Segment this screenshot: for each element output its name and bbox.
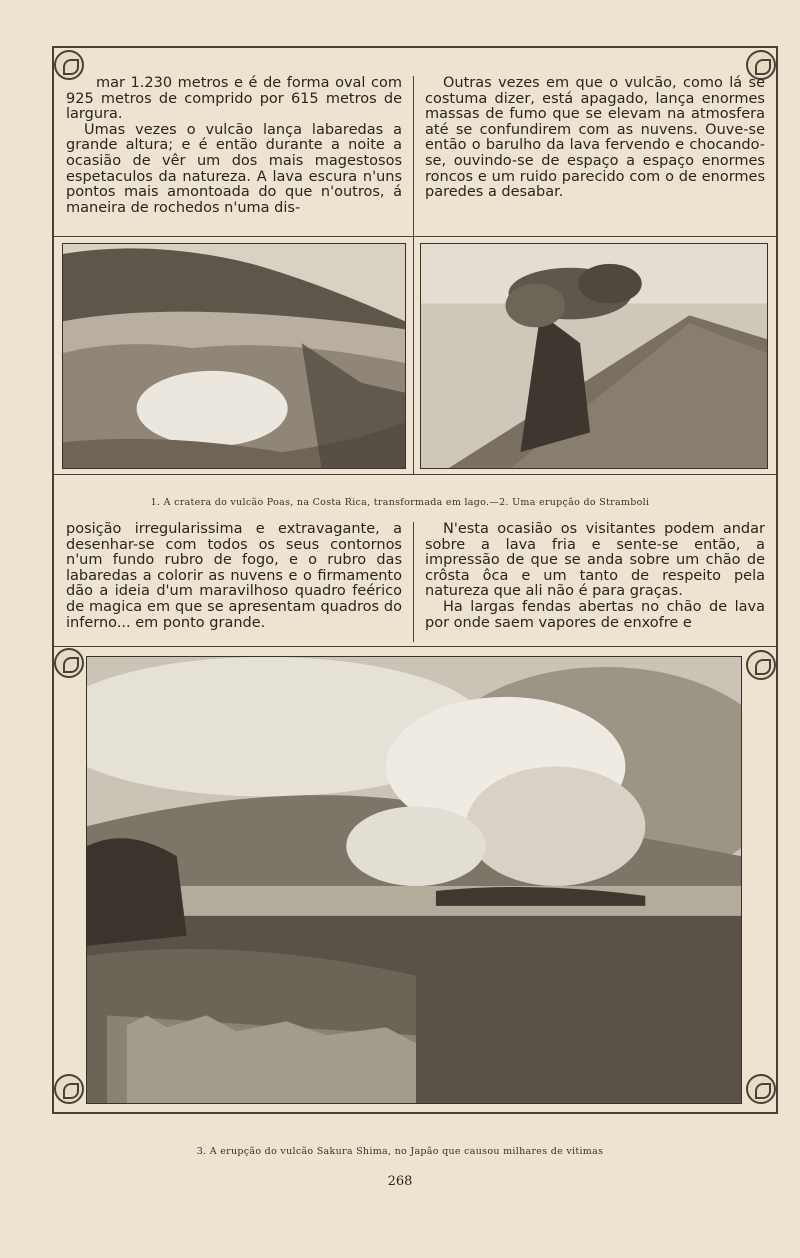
section-rule (54, 646, 776, 647)
photo-caption-top: 1. A cratera do vulcão Poas, na Costa Rica, transformada em lago.—2. Uma erupção do Stramboli (150, 497, 650, 508)
middle-right-column (425, 522, 765, 631)
column-divider (413, 76, 414, 236)
photo-poas-crater (62, 243, 406, 469)
photo-divider (413, 236, 414, 474)
paragraph: posição irregularissima e extravagante, a desenhar-se com todos os seus contornos n'um fundo rubro de fogo, e o rubro das labaredas a colorir as nuvens e o firmamento dão a ideia d'um maravilhoso quadro feérico de magica em que se apresentam quadros do inferno... em ponto grande. (66, 521, 402, 631)
corner-ornament-icon (54, 1074, 84, 1104)
paragraph: mar 1.230 metros e é de forma oval com 925 metros de comprido por 615 metros de largura. (66, 75, 402, 123)
photo-stromboli-eruption (420, 243, 768, 469)
section-rule (54, 236, 776, 237)
photo-caption-bottom: 3. A erupção do vulcão Sakura Shima, no Japão que causou milhares de vitimas (196, 1146, 604, 1157)
top-left-column (66, 76, 402, 216)
corner-ornament-icon (746, 650, 776, 680)
corner-ornament-icon (54, 648, 84, 678)
paragraph: N'esta ocasião os visitantes podem andar sobre a lava fria e sente-se então, a impressão de que se anda sobre um chão de crôsta ôca e um tanto de respeito pela natureza que ali não é para graças. (425, 521, 765, 600)
paragraph: Ha largas fendas abertas no chão de lava por onde saem vapores de enxofre e (425, 598, 765, 631)
paragraph: Outras vezes em que o vulcão, como lá se costuma dizer, está apagado, lança enormes massas de fumo que se elevam na atmosfera até se confundirem com as nuvens. Ouve-se então o barulho da lava fervendo e chocando-se, ouvindo-se de espaço a espaço enormes roncos e um ruido parecido com o de enormes paredes a desabar. (425, 75, 765, 201)
corner-ornament-icon (746, 1074, 776, 1104)
photo-sakura-shima-eruption (86, 656, 742, 1104)
section-rule (54, 474, 776, 475)
page-number: 268 (387, 1174, 413, 1189)
paragraph: Umas vezes o vulcão lança labaredas a grande altura; e é então durante a noite a ocasião de vêr um dos mais magestosos espetaculos da natureza. A lava escura n'uns pontos mais amontoada do que n'outros, á maneira de rochedos n'uma dis- (66, 121, 402, 216)
top-right-column (425, 76, 765, 201)
column-divider (413, 522, 414, 642)
middle-left-column (66, 522, 402, 631)
